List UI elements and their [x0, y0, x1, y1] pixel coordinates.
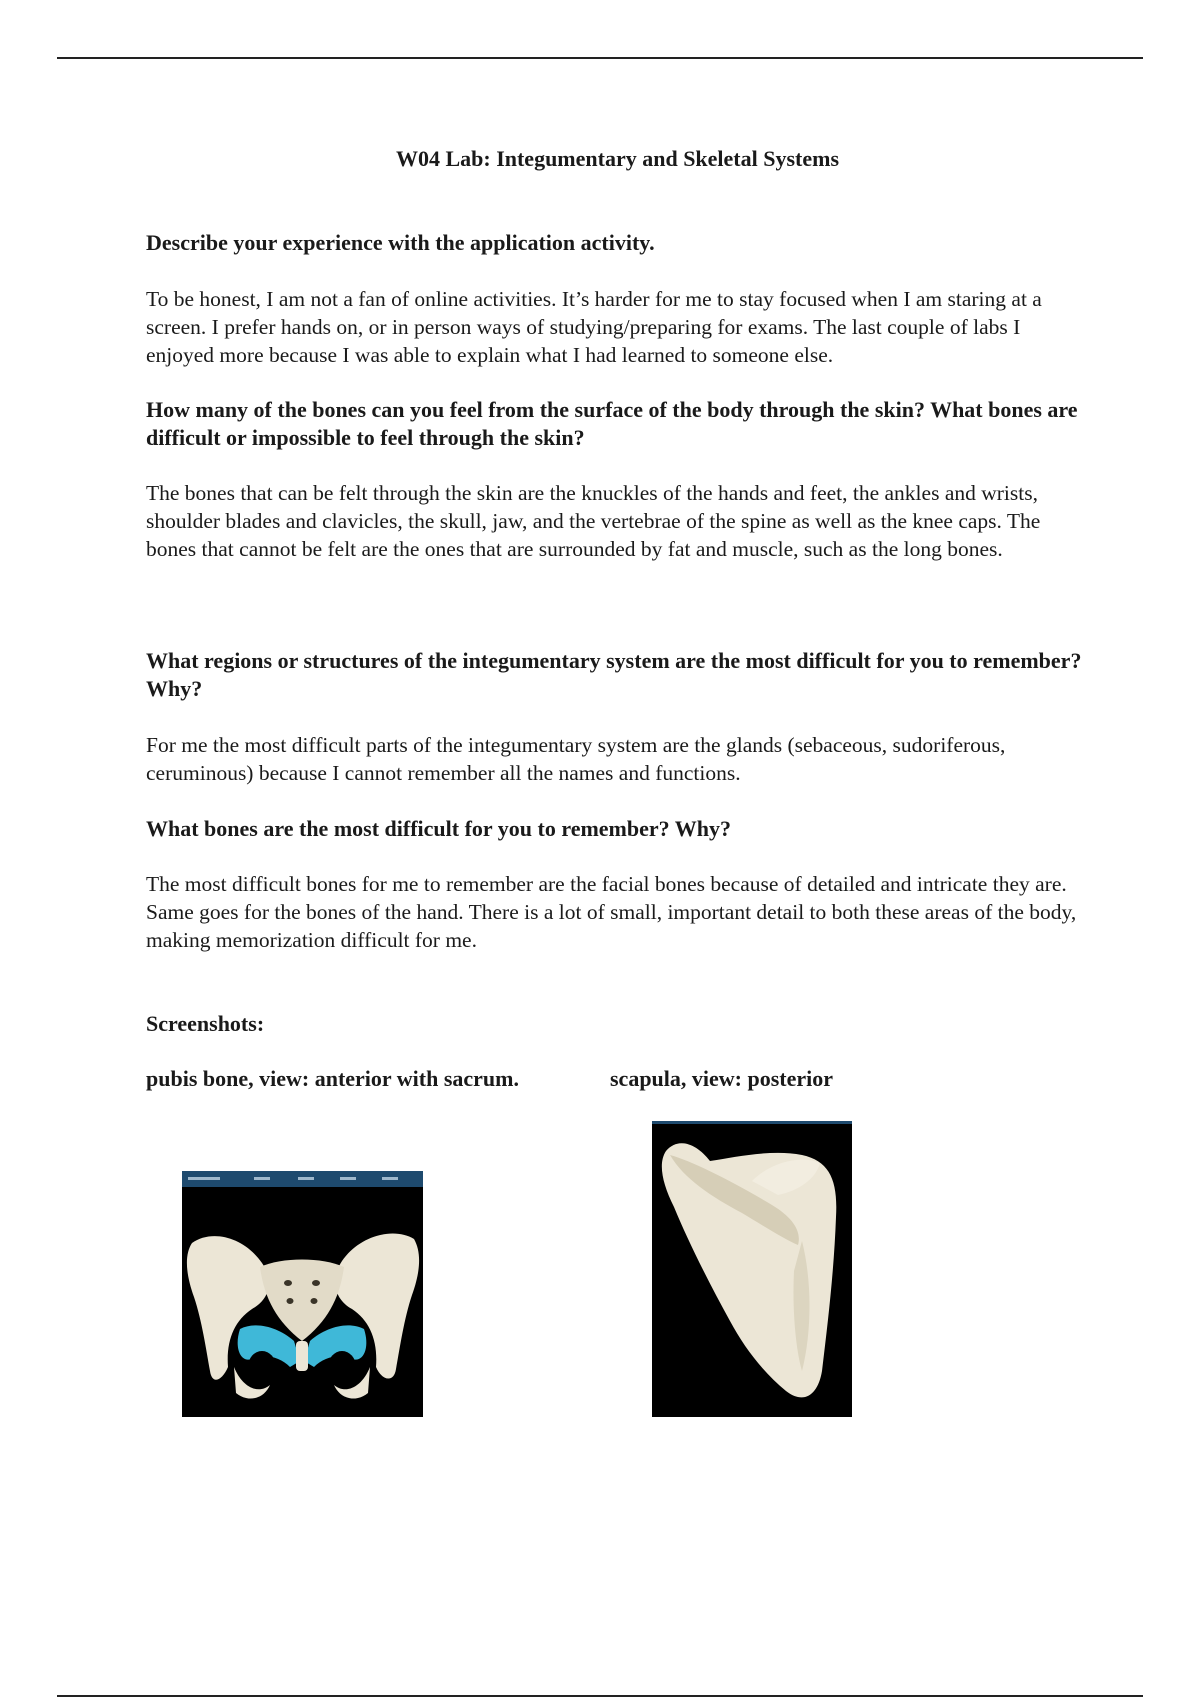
question-3: What regions or structures of the integumentary system are the most difficult for you to remember? Why? — [146, 648, 1082, 701]
scapula-image — [652, 1121, 852, 1417]
question-2: How many of the bones can you feel from the surface of the body through the skin? What bones are difficult or impossible to feel through the skin? — [146, 397, 1078, 450]
page-title: W04 Lab: Integumentary and Skeletal Systems — [395, 146, 840, 171]
pelvis-screenshot — [182, 1171, 423, 1417]
pelvis-bone-shape — [187, 1234, 419, 1399]
footer-rule — [57, 1695, 1143, 1697]
caption-pelvis: pubis bone, view: anterior with sacrum. — [146, 1066, 519, 1091]
answer-3: For me the most difficult parts of the integumentary system are the glands (sebaceous, sudoriferous, ceruminous) because I cannot remember all the names and functions. — [146, 733, 1006, 785]
question-4: What bones are the most difficult for you to remember? Why? — [146, 816, 731, 841]
caption-scapula: scapula, view: posterior — [610, 1066, 834, 1091]
question-1: Describe your experience with the application activity. — [146, 230, 655, 255]
header-rule — [57, 57, 1143, 59]
app-toolbar — [652, 1121, 852, 1124]
pelvis-image — [182, 1171, 423, 1417]
answer-2: The bones that can be felt through the skin are the knuckles of the hands and feet, the ankles and wrists, shoulder blades and clavicles, the skull, jaw, and the vertebrae of the spine as well as the knee caps. The bones that cannot be felt are the ones that are surrounded by fat and muscle, such as the long bones. — [146, 481, 1041, 561]
answer-4: The most difficult bones for me to remember are the facial bones because of detailed and intricate they are. Same goes for the bones of the hand. There is a lot of small, important detail to both these areas of the body, making memorization difficult for me. — [146, 872, 1077, 952]
scapula-bone-shape — [662, 1143, 836, 1397]
scapula-screenshot — [652, 1121, 852, 1417]
answer-1: To be honest, I am not a fan of online activities. It’s harder for me to stay focused when I am staring at a screen. I prefer hands on, or in person ways of studying/preparing for exams. The last couple of labs I enjoyed more because I was able to explain what I had learned to someone else. — [146, 287, 1042, 367]
screenshots-heading: Screenshots: — [146, 1011, 265, 1036]
